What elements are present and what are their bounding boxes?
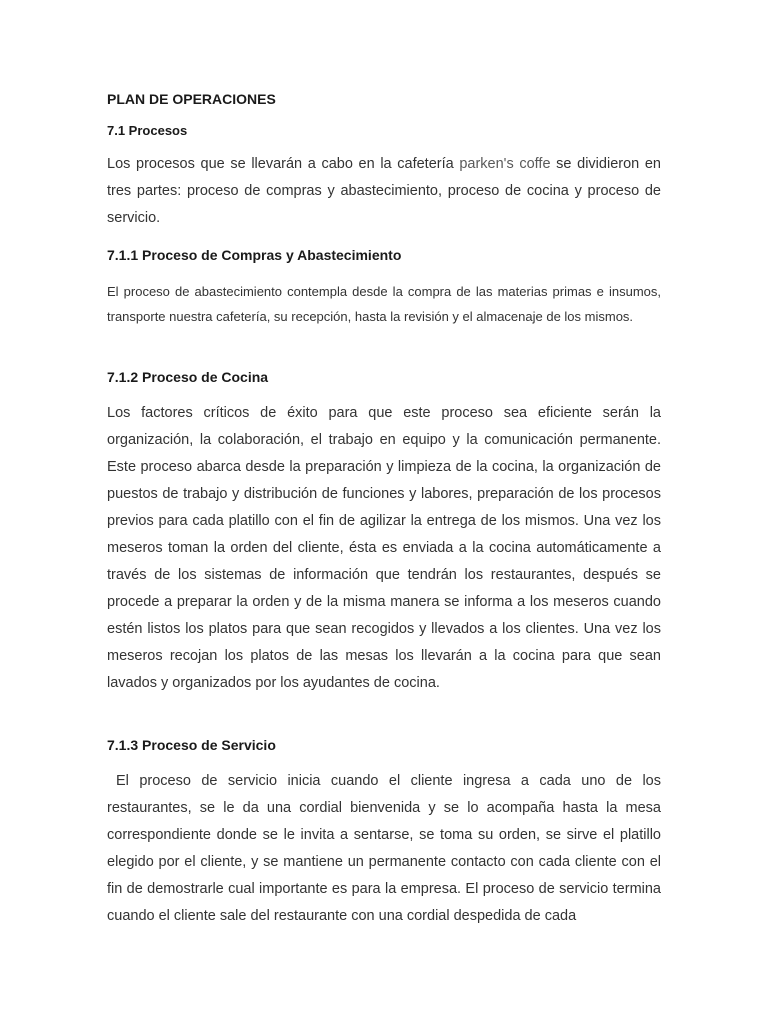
document-title: PLAN DE OPERACIONES [107,91,276,107]
cafe-name: parken's coffe [459,156,551,172]
section-heading-procesos: 7.1 Procesos [107,123,188,138]
section-paragraph-procesos [107,151,661,232]
paragraph-text: El proceso de servicio inicia cuando el cliente ingresa a cada uno de los restaurantes, se le da una cordial bienvenida y se lo acompaña hasta la mesa correspondiente donde se le invita a sentarse, se toma su orden, se sirve el platillo elegido por el cliente, y se mantiene un permanente contacto con cada cliente con el fin de demostrarle cual importante es para la empresa. El proceso de servicio termina cuando el cliente sale del restaurante con una cordial despedida de cada [107,773,661,924]
section-paragraph-servicio [107,768,661,930]
paragraph-text: Los procesos que se llevarán a cabo en la cafetería [107,156,460,172]
section-paragraph-compras: El proceso de abastecimiento contempla desde la compra de las materias primas e insumos, transporte nuestra cafetería, su recepción, hasta la revisión y el almacenaje de los mismos. [107,284,661,324]
section-heading-cocina: 7.1.2 Proceso de Cocina [107,369,269,385]
section-heading-servicio: 7.1.3 Proceso de Servicio [107,737,276,753]
section-paragraph-cocina: Los factores críticos de éxito para que este proceso sea eficiente serán la organización, la colaboración, el trabajo en equipo y la comunicación permanente. Este proceso abarca desde la preparación y limpieza de la cocina, la organización de puestos de trabajo y distribución de funciones y labores, preparación de los procesos previos para cada platillo con el fin de agilizar la entrega de los mismos. Una vez los meseros toman la orden del cliente, ésta es enviada a la cocina automáticamente a través de los sistemas de información que tendrán los restaurantes, después se procede a preparar la orden y de la misma manera se informa a los meseros cuando estén listos los platos para que sean recogidos y llevados a los clientes. Una vez los meseros recojan los platos de las mesas los llevarán a la cocina para que sean lavados y organizados por los ayudantes de cocina. [107,405,661,691]
section-heading-compras: 7.1.1 Proceso de Compras y Abastecimiento [107,247,402,263]
paragraph-text: se dividieron en tres partes: proceso de compras y abastecimiento, proceso de cocina y proceso de servicio. [107,156,661,226]
